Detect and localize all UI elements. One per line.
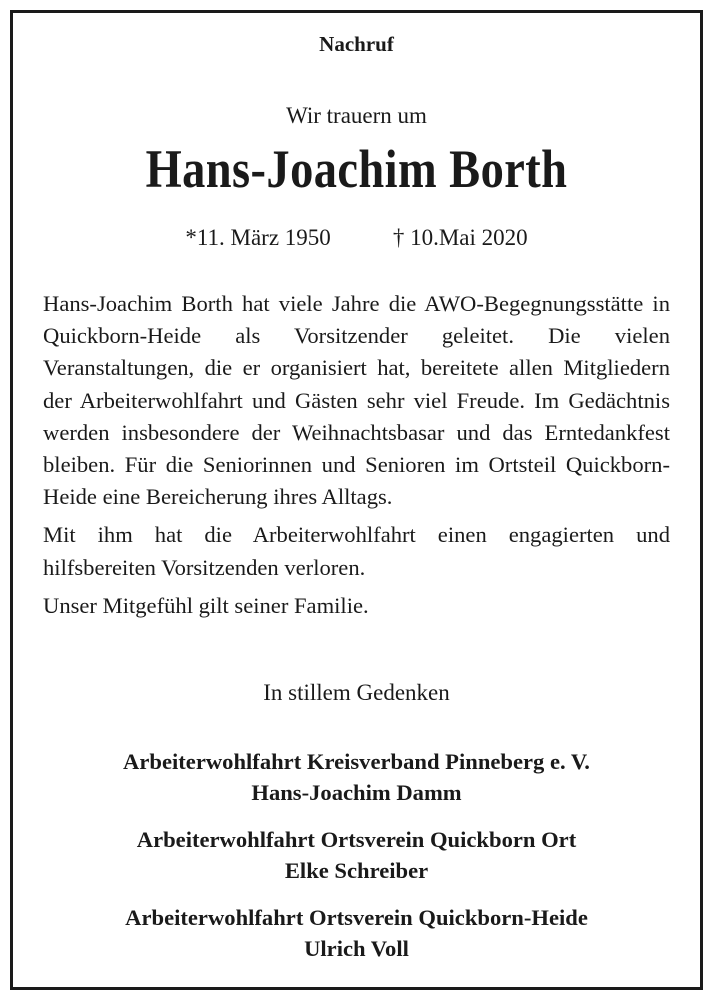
signer-organization: Arbeiterwohlfahrt Ortsverein Quickborn-Heide — [125, 905, 588, 930]
signer-block — [0, 824, 713, 886]
intro-line: Wir trauern um — [286, 103, 427, 128]
signer-organization: Arbeiterwohlfahrt Ortsverein Quickborn Ort — [136, 827, 577, 852]
paragraph: Unser Mitgefühl gilt seiner Familie. — [43, 592, 369, 618]
death-date: † 10.Mai 2020 — [392, 225, 528, 250]
deceased-name: Hans-Joachim Borth — [145, 139, 568, 199]
signer-block — [0, 746, 713, 808]
signers-list — [0, 746, 713, 980]
notice-heading: Nachruf — [319, 32, 394, 56]
signer-person: Ulrich Voll — [304, 936, 409, 961]
obituary-text — [43, 288, 670, 628]
signer-person: Elke Schreiber — [284, 858, 429, 883]
signer-organization: Arbeiterwohlfahrt Kreisverband Pinneberg e. V. — [123, 749, 590, 774]
birth-date: *11. März 1950 — [185, 225, 331, 250]
closing-line: In stillem Gedenken — [263, 680, 450, 705]
signer-block — [0, 902, 713, 964]
paragraph: Mit ihm hat die Arbeiterwohlfahrt einen engagierten und hilfsbereiten Vorsitzenden verloren. — [43, 522, 670, 580]
paragraph: Hans-Joachim Borth hat viele Jahre die AWO-Begegnungsstätte in Quickborn-Heide als Vorsitzender geleitet. Die vielen Veranstaltungen, die er organisiert hat, bereitete allen Mitgliedern der Arbeiterwohlfahrt und Gästen sehr viel Freude. Im Gedächtnis werden insbesondere der Weihnachtsbasar und das Erntedankfest bleiben. Für die Seniorinnen und Senioren im Ortsteil Quickborn-Heide eine Bereicherung ihres Alltags. — [43, 291, 670, 510]
signer-person: Hans-Joachim Damm — [251, 780, 462, 805]
life-dates — [0, 225, 713, 251]
